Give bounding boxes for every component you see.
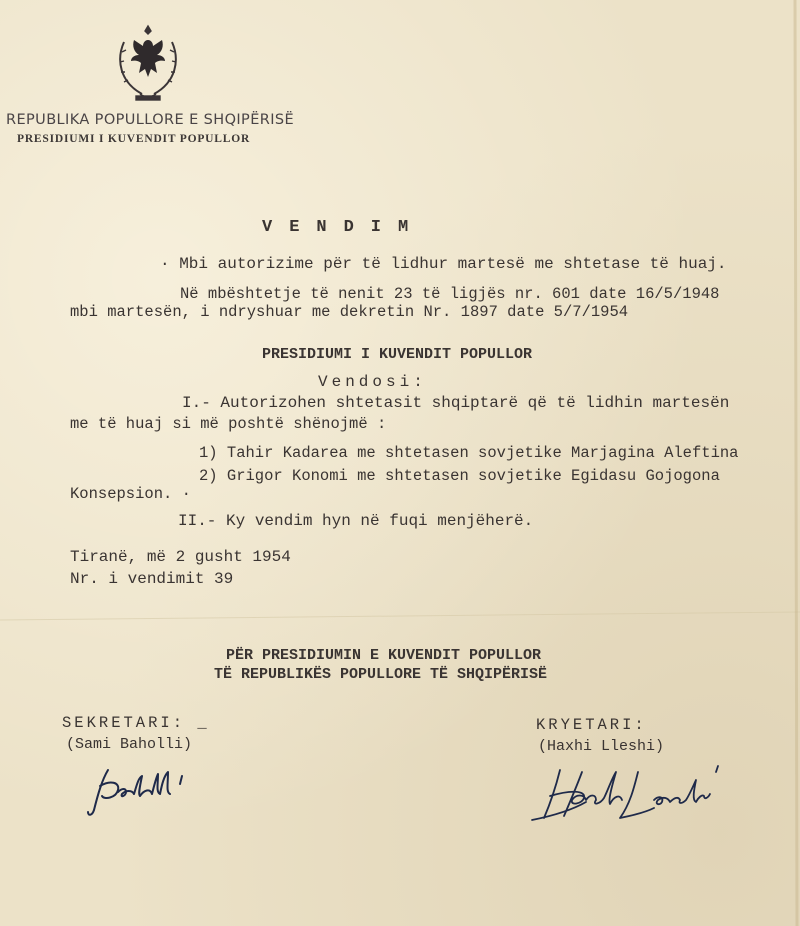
point-1-line-2: me të huaj si më poshtë shënojmë : xyxy=(70,415,387,433)
legal-basis-line-1: Në mbështetje të nenit 23 të ligjës nr. 601 date 16/5/1948 xyxy=(180,285,720,303)
issuer-heading: PRESIDIUMI I KUVENDIT POPULLOR xyxy=(262,346,533,363)
point-2: II.- Ky vendim hyn në fuqi menjëherë. xyxy=(178,512,534,530)
emblem-icon xyxy=(110,22,186,104)
closing-line-1: PËR PRESIDIUMIN E KUVENDIT POPULLOR xyxy=(226,647,542,664)
decision-number: Nr. i vendimit 39 xyxy=(70,570,234,588)
decides-heading: Vendosi: xyxy=(318,373,427,391)
secretary-title: SEKRETARI: _ xyxy=(62,714,210,732)
point-1-line-1: I.- Autorizohen shtetasit shqiptarë që të lidhin martesën xyxy=(182,394,730,412)
president-title: KRYETARI: xyxy=(536,716,647,734)
closing-line-2: TË REPUBLIKËS POPULLORE TË SHQIPËRISË xyxy=(214,666,548,683)
legal-basis-line-2: mbi martesën, i ndryshuar me dekretin Nr. 1897 date 5/7/1954 xyxy=(70,303,629,321)
subject-line: · Mbi autorizime për të lidhur martesë me shtetase të huaj. xyxy=(160,255,727,273)
secretary-signature xyxy=(78,762,228,822)
republic-heading: REPUBLIKA POPULLORE E SHQIPËRISË xyxy=(6,112,295,128)
secretary-name: (Sami Baholli) xyxy=(66,736,193,753)
president-signature xyxy=(520,760,730,835)
president-name: (Haxhi Lleshi) xyxy=(538,738,665,755)
list-item-2-continuation: Konsepsion. · xyxy=(70,485,191,503)
list-item-2: 2) Grigor Konomi me shtetasen sovjetike Egidasu Gojogona xyxy=(199,467,720,485)
place-date: Tiranë, më 2 gusht 1954 xyxy=(70,548,291,566)
document-title: VENDIM xyxy=(262,218,426,237)
list-item-1: 1) Tahir Kadarea me shtetasen sovjetike Marjagina Aleftina xyxy=(199,444,739,462)
presidium-heading: PRESIDIUMI I KUVENDIT POPULLOR xyxy=(17,133,251,145)
